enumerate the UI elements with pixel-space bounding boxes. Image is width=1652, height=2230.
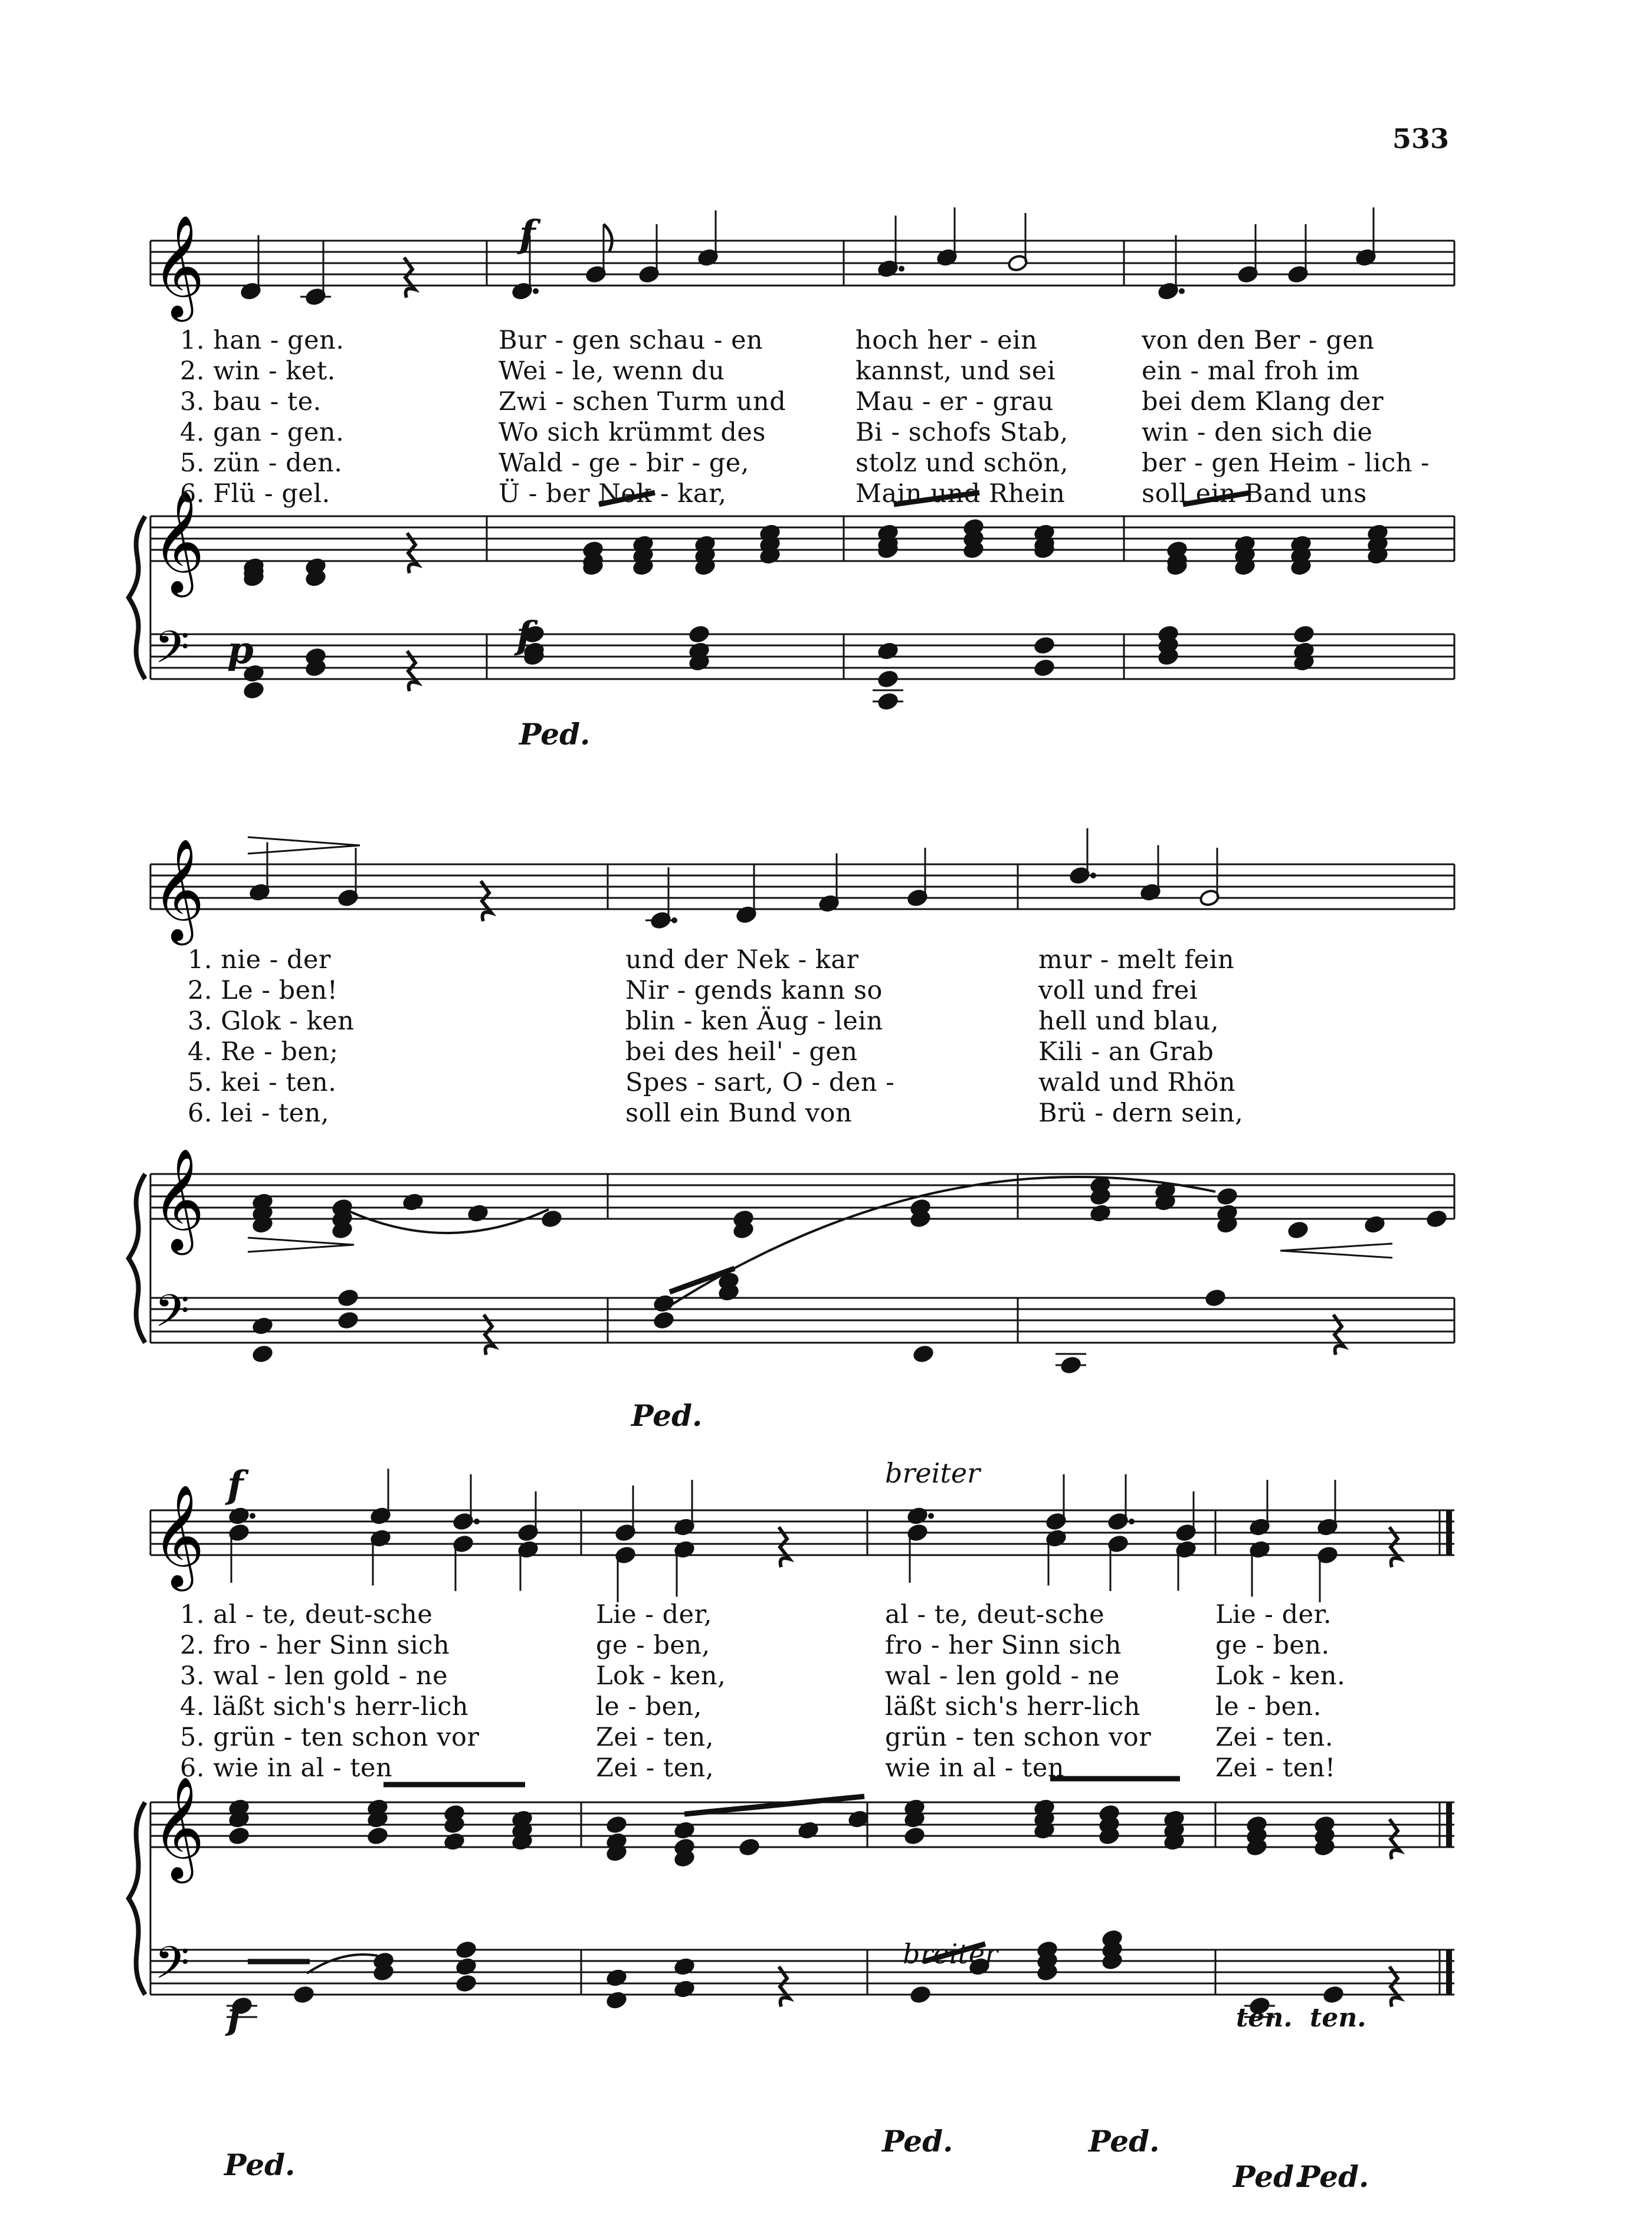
lyric-verse-4-segment-2: bei des heil' - gen (625, 1037, 858, 1067)
notehead (1034, 659, 1055, 677)
treble-clef: 𝄞 (152, 490, 205, 593)
lyric-verse-5-segment-1: 5. zün - den. (180, 448, 343, 478)
lyric-verse-2-segment-2: Nir - gends kann so (625, 976, 883, 1005)
notehead (1205, 1289, 1226, 1307)
augmentation-dot (250, 1513, 255, 1519)
grand-staff-brace (129, 516, 145, 679)
lyric-verse-6-segment-2: soll ein Bund von (625, 1098, 853, 1128)
notehead (1034, 637, 1055, 655)
treble-clef: 𝄞 (152, 1484, 205, 1587)
lyric-verse-1-segment-4: Lie - der. (1215, 1600, 1332, 1629)
bass-clef: 𝄢 (155, 621, 190, 684)
dynamic-piano-1: p (227, 628, 254, 673)
page-number: 533 (1392, 123, 1450, 155)
treble-clef: 𝄞 (152, 1776, 205, 1879)
lyric-verse-6-segment-1: 6. wie in al - ten (180, 1753, 393, 1783)
lyric-verse-6-segment-1: 6. lei - ten, (188, 1098, 330, 1128)
lyric-verse-4-segment-1: 4. gan - gen. (180, 418, 345, 447)
lyric-verse-6-segment-4: Zei - ten! (1215, 1753, 1336, 1783)
pedal-mark-s1: Ped. (519, 717, 591, 752)
lyric-verse-2-segment-4: ge - ben. (1215, 1631, 1330, 1660)
lyric-verse-2-segment-2: ge - ben, (596, 1631, 710, 1660)
lyric-verse-3-segment-1: 3. wal - len gold - ne (180, 1661, 448, 1691)
treble-clef: 𝄞 (152, 215, 205, 317)
lyric-verse-3-segment-2: Lok - ken, (596, 1661, 726, 1691)
lyric-verse-1-segment-3: hoch her - ein (856, 326, 1038, 355)
notehead (1323, 1986, 1344, 2004)
notehead (910, 1986, 931, 2004)
treble-clef: 𝄞 (152, 1148, 205, 1251)
notehead (455, 1975, 477, 1993)
notehead (1426, 1210, 1447, 1228)
lyric-verse-5-segment-2: Spes - sart, O - den - (625, 1068, 895, 1097)
tenuto-mark-2: ten. (1310, 2003, 1366, 2033)
crescendo-hairpin (1280, 1244, 1392, 1251)
lyric-verse-6-segment-4: soll ein Band uns (1142, 479, 1367, 509)
grand-staff-brace (129, 1174, 145, 1343)
pedal-mark-s3-4: Ped. (1233, 2159, 1304, 2194)
dynamic-forte-voice-1: f (519, 212, 536, 257)
tempo-breiter-voice: breiter (885, 1457, 981, 1489)
lyric-verse-6-segment-3: Brü - dern sein, (1038, 1098, 1244, 1128)
lyric-verse-2-segment-1: 2. Le - ben! (188, 976, 338, 1005)
lyric-verse-5-segment-3: wald und Rhön (1038, 1068, 1236, 1097)
lyric-verse-6-segment-3: wie in al - ten (885, 1753, 1064, 1783)
lyric-verse-4-segment-2: Wo sich krümmt des (499, 418, 766, 447)
lyric-verse-1-segment-3: mur - melt fein (1038, 945, 1235, 975)
lyric-verse-1-segment-2: Bur - gen schau - en (499, 326, 763, 355)
lyric-verse-5-segment-3: stolz und schön, (856, 448, 1068, 478)
lyric-verse-4-segment-4: le - ben. (1215, 1692, 1322, 1721)
slur (345, 1209, 549, 1233)
notehead (293, 1986, 314, 2004)
notehead (337, 1311, 359, 1330)
lyric-verse-4-segment-3: Bi - schofs Stab, (856, 418, 1068, 447)
notehead (606, 1816, 627, 1834)
lyric-verse-1-segment-1: 1. han - gen. (180, 326, 345, 355)
decrescendo-hairpin (248, 845, 360, 854)
decrescendo-hairpin (248, 837, 360, 845)
notehead (1293, 625, 1315, 644)
dynamic-forte-voice-3: f (227, 1463, 244, 1507)
augmentation-dot (1129, 1519, 1135, 1524)
augmentation-dot (899, 266, 904, 272)
pedal-mark-s3-2: Ped. (882, 2124, 953, 2159)
augmentation-dot (533, 288, 539, 294)
notehead (689, 625, 710, 644)
lyric-verse-2-segment-3: kannst, und sei (856, 356, 1056, 386)
lyric-verse-3-segment-3: wal - len gold - ne (885, 1661, 1120, 1691)
slur (307, 1954, 378, 1973)
notehead (1217, 1188, 1238, 1206)
lyric-verse-4-segment-3: Kili - an Grab (1038, 1037, 1214, 1067)
lyric-verse-4-segment-3: läßt sich's herr-lich (885, 1692, 1140, 1721)
augmentation-dot (1090, 873, 1096, 878)
lyric-verse-1-segment-1: 1. nie - der (188, 945, 331, 975)
notehead (913, 1345, 934, 1363)
decrescendo-hairpin (248, 1238, 354, 1245)
lyric-verse-1-segment-2: Lie - der, (596, 1600, 713, 1629)
dynamic-forte-piano-1: f (516, 614, 533, 658)
tenuto-mark-1: ten. (1236, 2003, 1293, 2033)
lyric-verse-6-segment-3: Main und Rhein (856, 479, 1066, 509)
lyric-verse-6-segment-2: Ü - ber Nek - kar, (499, 479, 727, 509)
lyric-verse-2-segment-2: Wei - le, wenn du (499, 356, 725, 386)
lyric-verse-5-segment-1: 5. grün - ten schon vor (180, 1723, 480, 1752)
lyric-verse-6-segment-1: 6. Flü - gel. (180, 479, 330, 509)
lyric-verse-6-segment-2: Zei - ten, (596, 1753, 714, 1783)
notehead (653, 1311, 674, 1330)
lyric-verse-5-segment-3: grün - ten schon vor (885, 1723, 1152, 1752)
lyric-verse-1-segment-4: von den Ber - gen (1142, 326, 1375, 355)
lyric-verse-3-segment-1: 3. bau - te. (180, 387, 322, 417)
notehead (337, 1289, 359, 1307)
lyric-verse-5-segment-2: Zei - ten, (596, 1723, 714, 1752)
lyric-verse-3-segment-4: Lok - ken. (1215, 1661, 1346, 1691)
bass-clef: 𝄢 (155, 1937, 190, 2000)
lyric-verse-1-segment-1: 1. al - te, deut-sche (180, 1600, 433, 1629)
lyric-verse-3-segment-1: 3. Glok - ken (188, 1006, 355, 1036)
lyric-verse-2-segment-1: 2. fro - her Sinn sich (180, 1631, 450, 1660)
notehead (252, 1345, 273, 1363)
notehead (739, 1838, 760, 1857)
pedal-mark-s3-1: Ped. (224, 2147, 296, 2182)
treble-clef: 𝄞 (152, 838, 205, 941)
lyric-verse-3-segment-3: hell und blau, (1038, 1006, 1220, 1036)
notehead (228, 1827, 250, 1845)
pedal-mark-s3-5: Ped. (1298, 2159, 1369, 2194)
grand-staff-brace (129, 1802, 145, 1995)
dynamic-forte-piano-3: f (227, 1994, 244, 2038)
lyric-verse-3-segment-2: Zwi - schen Turm und (499, 387, 786, 417)
lyric-verse-2-segment-4: ein - mal froh im (1142, 356, 1360, 386)
lyric-verse-2-segment-3: fro - her Sinn sich (885, 1631, 1122, 1660)
lyric-verse-1-segment-3: al - te, deut-sche (885, 1600, 1105, 1629)
bass-clef: 𝄢 (155, 1285, 190, 1348)
crescendo-hairpin (1280, 1251, 1392, 1258)
lyric-verse-5-segment-4: Zei - ten. (1215, 1723, 1334, 1752)
lyric-verse-3-segment-3: Mau - er - grau (856, 387, 1054, 417)
lyric-verse-3-segment-4: bei dem Klang der (1142, 387, 1384, 417)
notehead (367, 1827, 388, 1845)
lyric-verse-5-segment-1: 5. kei - ten. (188, 1068, 337, 1097)
notehead (455, 1941, 477, 1959)
lyric-verse-2-segment-3: voll und frei (1038, 976, 1198, 1005)
lyric-verse-5-segment-4: ber - gen Heim - lich - (1142, 448, 1430, 478)
lyric-verse-3-segment-2: blin - ken Äug - lein (625, 1006, 883, 1036)
lyric-verse-2-segment-1: 2. win - ket. (180, 356, 336, 386)
lyric-verse-4-segment-1: 4. läßt sich's herr-lich (180, 1692, 468, 1721)
lyric-verse-1-segment-2: und der Nek - kar (625, 945, 859, 975)
notehead (877, 670, 899, 688)
pedal-mark-s3-3: Ped. (1089, 2124, 1160, 2159)
note-flag (604, 224, 612, 251)
pedal-mark-s2: Ped. (631, 1398, 703, 1433)
augmentation-dot (1179, 288, 1185, 294)
decrescendo-hairpin (248, 1245, 354, 1252)
lyric-verse-4-segment-2: le - ben, (596, 1692, 702, 1721)
augmentation-dot (474, 1519, 480, 1524)
lyric-verse-5-segment-2: Wald - ge - bir - ge, (499, 448, 749, 478)
augmentation-dot (928, 1513, 934, 1519)
tempo-breiter-piano: breiter (903, 1938, 998, 1970)
notehead (1287, 1221, 1309, 1239)
notehead (243, 681, 264, 700)
lyric-verse-4-segment-1: 4. Re - ben; (188, 1037, 339, 1067)
beam (684, 1796, 864, 1814)
notehead (904, 1827, 925, 1845)
lyric-verse-4-segment-4: win - den sich die (1142, 418, 1373, 447)
